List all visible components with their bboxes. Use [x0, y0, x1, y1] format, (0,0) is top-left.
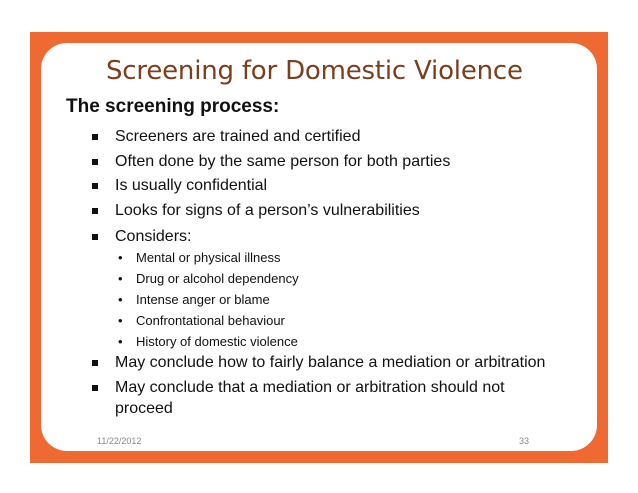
bullet-text: Often done by the same person for both parties	[115, 153, 451, 170]
sub-bullet-text: Confrontational behaviour	[136, 313, 285, 328]
section-heading: The screening process:	[66, 96, 280, 117]
square-bullet-icon	[92, 360, 98, 366]
bullet-text: May conclude how to fairly balance a mediation or arbitration	[115, 354, 546, 371]
sub-bullet-text: Mental or physical illness	[136, 250, 281, 265]
sub-bullet-text: Drug or alcohol dependency	[136, 271, 299, 286]
square-bullet-icon	[92, 385, 98, 391]
bullet-text: proceed	[115, 400, 173, 417]
bullet-text: Screeners are trained and certified	[115, 128, 361, 145]
bullet-text: May conclude that a mediation or arbitration should not	[115, 379, 505, 396]
bullet-text: Looks for signs of a person’s vulnerabilities	[115, 202, 420, 219]
slide-title: Screening for Domestic Violence	[106, 56, 523, 86]
page-number: 33	[519, 436, 530, 446]
bullet-text: Considers:	[115, 228, 192, 245]
sub-bullet-text: History of domestic violence	[136, 334, 298, 349]
round-bullet-icon: •	[118, 313, 123, 328]
square-bullet-icon	[92, 234, 98, 240]
round-bullet-icon: •	[118, 271, 123, 286]
round-bullet-icon: •	[118, 334, 123, 349]
square-bullet-icon	[92, 159, 98, 165]
sub-bullet-text: Intense anger or blame	[136, 292, 270, 307]
square-bullet-icon	[92, 183, 98, 189]
round-bullet-icon: •	[118, 250, 123, 265]
square-bullet-icon	[92, 134, 98, 140]
footer-date: 11/22/2012	[97, 436, 142, 446]
round-bullet-icon: •	[118, 292, 123, 307]
square-bullet-icon	[92, 208, 98, 214]
bullet-text: Is usually confidential	[115, 177, 268, 194]
